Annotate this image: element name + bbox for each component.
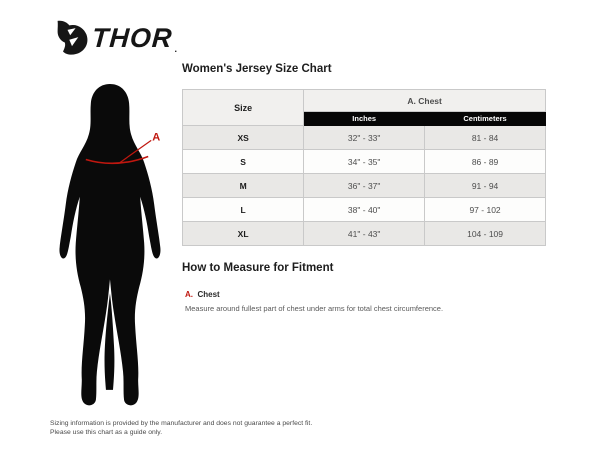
column-subheader-centimeters: Centimeters (425, 112, 546, 126)
inches-value: 36" - 37" (304, 174, 425, 198)
centimeters-value: 81 - 84 (425, 126, 546, 150)
measure-item-chest (185, 284, 443, 313)
chest-measure-label: A (152, 131, 161, 144)
table-row (183, 198, 546, 222)
page-title: Women's Jersey Size Chart (182, 63, 332, 75)
column-header-size: Size (183, 90, 304, 126)
inches-value: 32" - 33" (304, 126, 425, 150)
inches-value: 34" - 35" (304, 150, 425, 174)
size-label: XL (183, 222, 304, 246)
size-label: XS (183, 126, 304, 150)
measure-item-title (185, 284, 443, 302)
table-row (183, 174, 546, 198)
measurement-figure (48, 82, 182, 414)
disclaimer-line-1: Sizing information is provided by the manufacturer and does not guarantee a perfect fit. (50, 420, 313, 427)
centimeters-value: 97 - 102 (425, 198, 546, 222)
centimeters-value: 86 - 89 (425, 150, 546, 174)
table-row (183, 222, 546, 246)
disclaimer-line-2: Please use this chart as a guide only. (50, 429, 163, 437)
size-label: M (183, 174, 304, 198)
centimeters-value: 104 - 109 (425, 222, 546, 246)
sizing-disclaimer (50, 419, 312, 437)
thor-helmet-icon (54, 20, 90, 56)
column-subheader-inches: Inches (304, 112, 425, 126)
brand-trademark-dot: . (174, 44, 178, 54)
measure-section-heading: How to Measure for Fitment (182, 262, 334, 274)
table-row (183, 126, 546, 150)
size-label: L (183, 198, 304, 222)
measure-item-name: Chest (197, 290, 220, 299)
brand-logo (54, 20, 177, 56)
table-row (183, 150, 546, 174)
woman-silhouette (59, 84, 160, 405)
size-chart-table (182, 89, 546, 246)
size-label: S (183, 150, 304, 174)
measure-item-description: Measure around fullest part of chest under arms for total chest circumference. (185, 304, 444, 313)
inches-value: 41" - 43" (304, 222, 425, 246)
centimeters-value: 91 - 94 (425, 174, 546, 198)
inches-value: 38" - 40" (304, 198, 425, 222)
column-header-chest: A. Chest (304, 90, 546, 112)
brand-wordmark: THOR (90, 22, 174, 53)
measure-item-key: A. (185, 290, 193, 299)
